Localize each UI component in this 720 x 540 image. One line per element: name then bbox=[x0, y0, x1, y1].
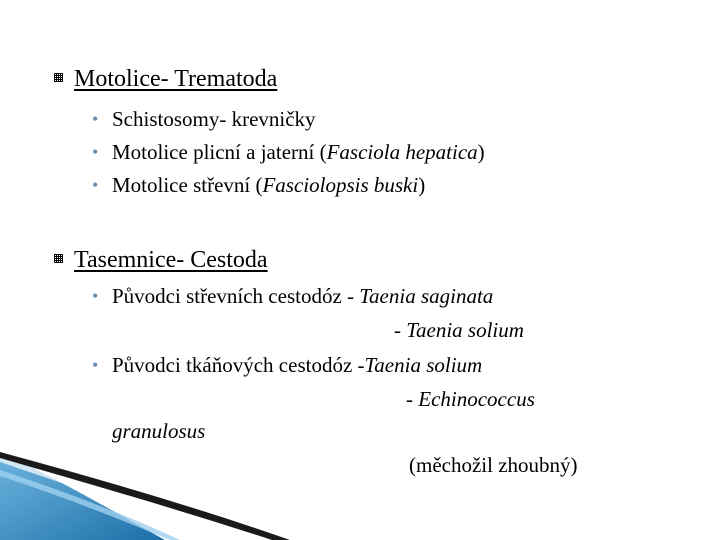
section-marker-icon bbox=[54, 254, 63, 263]
round-bullet-icon: • bbox=[92, 286, 99, 306]
round-bullet-icon: • bbox=[92, 142, 99, 162]
list-item bbox=[112, 355, 482, 376]
item-text: - bbox=[394, 318, 407, 342]
list-item bbox=[112, 286, 493, 307]
species-name: Taenia solium bbox=[406, 318, 524, 342]
section-marker-icon bbox=[54, 73, 63, 82]
item-text: Motolice plicní a jaterní ( bbox=[112, 140, 327, 164]
item-text: Původci střevních cestodóz - bbox=[112, 284, 360, 308]
round-bullet-icon: • bbox=[92, 355, 99, 375]
species-name: Fasciolopsis buski bbox=[262, 173, 419, 197]
item-text: Původci tkáňových cestodóz - bbox=[112, 353, 365, 377]
list-item bbox=[112, 175, 425, 196]
list-item: Schistosomy- krevničky bbox=[112, 107, 316, 131]
list-item-continuation bbox=[394, 320, 524, 341]
round-bullet-icon: • bbox=[92, 109, 99, 129]
species-name: Taenia solium bbox=[364, 353, 483, 377]
item-text: ) bbox=[418, 173, 426, 197]
round-bullet-icon: • bbox=[92, 175, 99, 195]
item-text: Motolice střevní ( bbox=[112, 173, 263, 197]
list-item-continuation bbox=[406, 389, 535, 410]
species-name: Taenia saginata bbox=[359, 284, 494, 308]
item-text: ) bbox=[477, 140, 485, 164]
species-name: Fasciola hepatica bbox=[326, 140, 478, 164]
common-name-note: (měchožil zhoubný) bbox=[409, 453, 578, 477]
list-item bbox=[112, 142, 485, 163]
section-heading-trematoda: Motolice- Trematoda bbox=[74, 66, 278, 92]
species-name: Echinococcus bbox=[418, 387, 535, 411]
item-text: - bbox=[406, 387, 419, 411]
species-name-continuation: granulosus bbox=[112, 419, 206, 443]
section-heading-cestoda: Tasemnice- Cestoda bbox=[74, 247, 268, 273]
